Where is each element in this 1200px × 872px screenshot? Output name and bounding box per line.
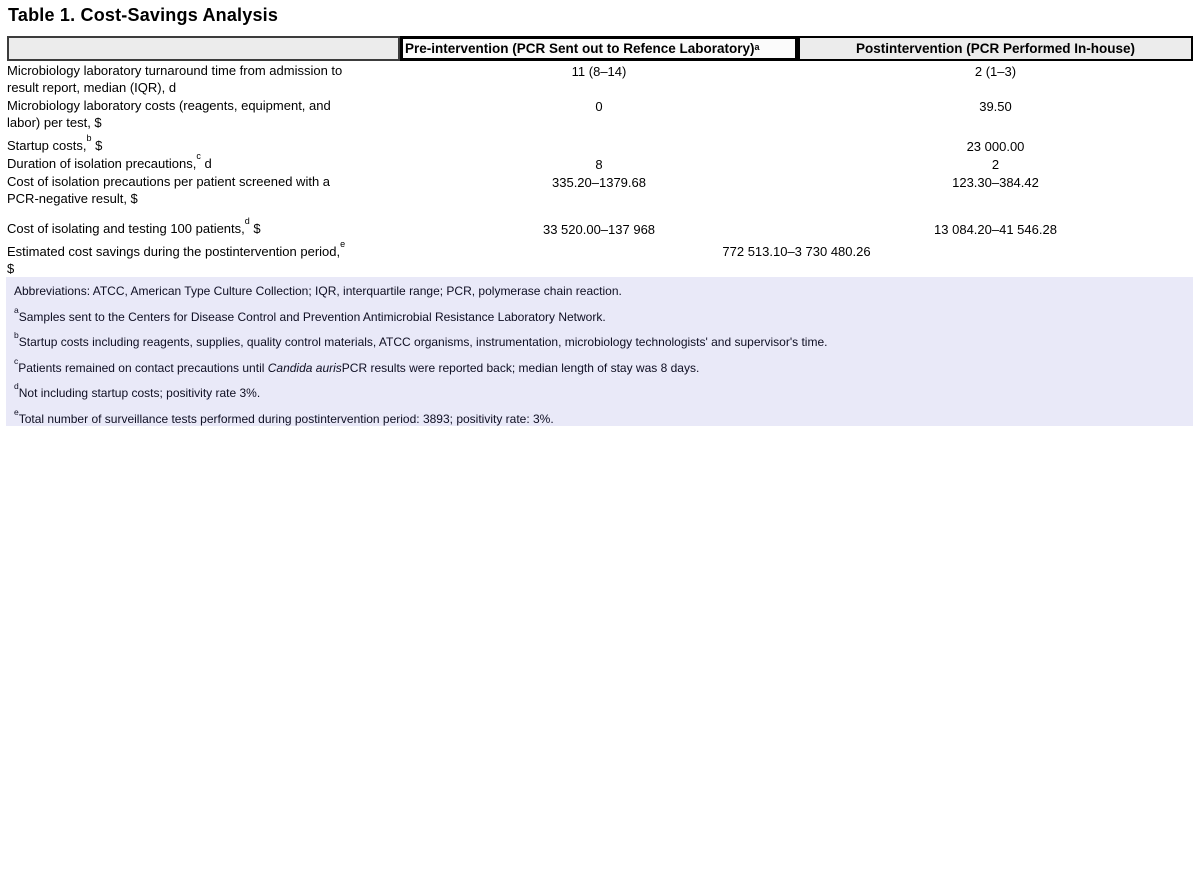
footnote-line: $^a$Samples sent to the Centers for Disease Control and Prevention Antimicrobial Resistance Laboratory Network.: [14, 304, 606, 324]
row-label: [7, 238, 400, 277]
footnote-line: $^b$Startup costs including reagents, supplies, quality control materials, ATCC organisms, instrumentation, microbiology technologists' and supervisor's time.: [14, 330, 828, 349]
row-value-preintervention: 8: [595, 157, 603, 172]
table-row: [7, 150, 1193, 173]
row-footnote-marker: d: [244, 215, 250, 226]
footnote-marker: b: [14, 330, 19, 340]
footnote-marker: e: [14, 406, 19, 417]
row-value-preintervention: [400, 137, 798, 138]
row-label-line: Microbiology laboratory costs (reagents, equipment, and: [7, 98, 331, 113]
row-footnote-marker: e: [340, 238, 346, 249]
row-label: [7, 132, 400, 154]
row-value-postintervention: 13 084.20–41 546.28: [934, 222, 1057, 237]
row-value-postintervention: 39.50: [979, 99, 1012, 114]
row-label: [7, 150, 400, 172]
row-value-postintervention: 2 (1–3): [974, 64, 1017, 79]
row-label: [7, 97, 400, 131]
row-label-line: Cost of isolation precautions per patient screened with a: [7, 174, 331, 189]
table-title: Table 1. Cost-Savings Analysis: [8, 5, 279, 25]
footnotes-block: [6, 277, 1193, 426]
row-label-line: $: [7, 261, 15, 276]
table-row: [7, 62, 1193, 97]
header-preintervention-label: Pre-intervention (PCR Sent out to Refence Laboratory): [405, 41, 755, 56]
row-value-preintervention: 33 520.00–137 968: [542, 222, 656, 237]
footnote-line: $^d$Not including startup costs; positivity rate 3%.: [14, 381, 261, 400]
row-value-preintervention: 11 (8–14): [571, 64, 627, 79]
footnote-marker: d: [14, 381, 19, 391]
row-label-line: PCR-negative result, $: [7, 191, 138, 206]
row-label-line: Estimated cost savings during the postintervention period,$^e$: [7, 238, 346, 259]
table-header-row: [7, 36, 1193, 61]
header-cell-preintervention[interactable]: Pre-intervention (PCR Sent out to Refence Laboratory) $^a$: [400, 36, 798, 61]
table-body: [7, 62, 1193, 279]
row-value-preintervention: 335.20–1379.68: [552, 175, 646, 190]
row-label: [7, 173, 400, 207]
footnote-line: $^c$Patients remained on contact precautions until Candida aurisPCR results were reported back; median length of stay was 8 days.: [14, 355, 700, 375]
table-row: [7, 132, 1193, 155]
header-cell-postintervention[interactable]: [798, 36, 1193, 61]
row-value-postintervention: 2: [991, 157, 1000, 172]
row-label-line: labor) per test, $: [7, 115, 102, 130]
row-value-spanning: 772 513.10–3 730 480.26: [722, 244, 871, 259]
row-value-preintervention: 0: [595, 99, 603, 114]
footnote-line: Abbreviations: ATCC, American Type Culture Collection; IQR, interquartile range; PCR, polymerase chain reaction.: [14, 284, 622, 298]
row-label-line: Duration of isolation precautions,$^c$ d: [7, 150, 212, 171]
footnote-marker: c: [14, 355, 19, 366]
table-row: [7, 238, 1193, 279]
italic-species-name: Candida auris: [267, 360, 342, 375]
row-value-postintervention: 123.30–384.42: [952, 175, 1039, 190]
row-label: [7, 215, 400, 237]
row-footnote-marker: c: [196, 150, 201, 161]
header-postintervention-label: Postintervention (PCR Performed In-house): [855, 41, 1136, 56]
footnote-line: $^e$Total number of surveillance tests performed during postintervention period: 3893; positivity rate: 3%.: [14, 406, 554, 426]
row-label: [7, 62, 400, 96]
row-label-line: result report, median (IQR), d: [7, 80, 177, 95]
row-label-line: Cost of isolating and testing 100 patients,$^d$ $: [7, 215, 261, 236]
row-value-postintervention: 23 000.00: [966, 139, 1025, 154]
table-row: [7, 97, 1193, 137]
footnote-marker: a: [14, 304, 19, 315]
row-footnote-marker: b: [86, 132, 92, 143]
table-row: [7, 173, 1193, 220]
row-label-line: Microbiology laboratory turnaround time from admission to: [7, 63, 343, 78]
row-label-line: Startup costs,$^b$ $: [7, 132, 103, 153]
table-row: [7, 215, 1193, 243]
header-cell-empty: [7, 36, 400, 61]
